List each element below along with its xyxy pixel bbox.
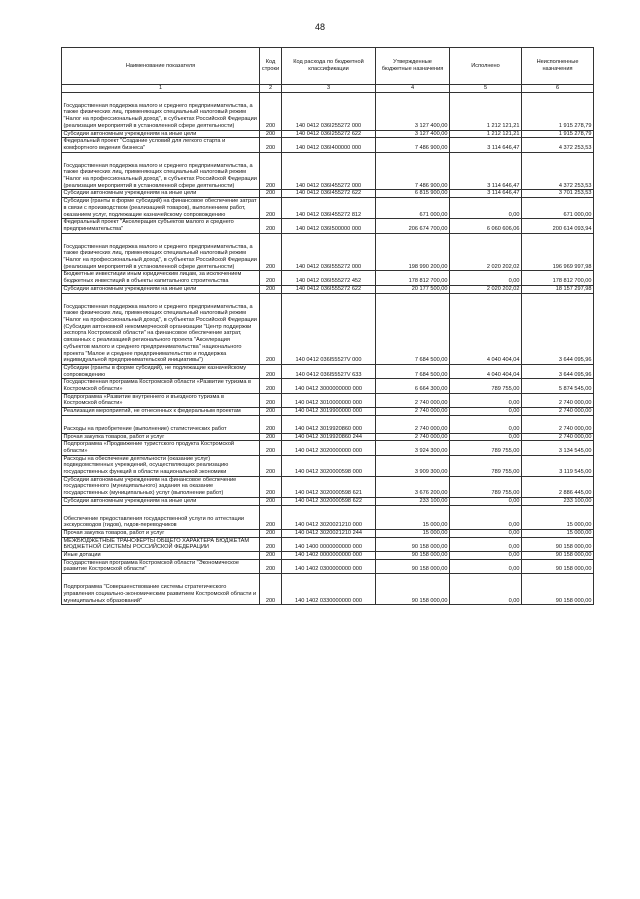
row-name: Субсидии (гранты в форме субсидий) на финансовое обеспечение затрат в связи с производством (реализацией товаров), выполнением работ, оказанием услуг, подлежащие казначейскому сопровождению [62, 198, 260, 219]
row-name-text: Государственная поддержка малого и среднего предпринимательства, а также физических лиц, применяющих специальный налоговый режим "Налог на профессиональный доход", в субъектах Российской Федерации (реализация мероприятий в установленной сфере деятельности) [63, 162, 257, 189]
row-name [62, 574, 260, 605]
row-unexecuted: 90 158 000,00 [522, 574, 594, 605]
row-approved: 2 740 000,00 [376, 433, 450, 441]
row-unexecuted: 15 000,00 [522, 529, 594, 537]
table-row [62, 233, 594, 271]
row-line-code: 200 [260, 219, 282, 233]
row-name-text: Государственная поддержка малого и среднего предпринимательства, а также физических лиц, применяющих специальный налоговый режим "Налог на профессиональный доход", в субъектах Российской Федерации (реализация мероприятий в установленной сфере деятельности) [63, 243, 257, 270]
row-spacer [64, 234, 258, 244]
row-name: Субсидии автономным учреждениям на иные цели [62, 130, 260, 138]
table-row [62, 529, 594, 537]
row-approved: 178 812 700,00 [376, 271, 450, 285]
row-executed: 789 755,00 [450, 441, 522, 455]
row-approved: 15 000,00 [376, 529, 450, 537]
row-executed: 0,00 [450, 497, 522, 505]
row-kbk: 140 0412 3020000598 000 [282, 455, 376, 476]
row-executed: 0,00 [450, 198, 522, 219]
row-line-code: 200 [260, 138, 282, 152]
row-name: Подпрограмма «Развитие внутреннего и въездного туризма в Костромской области» [62, 393, 260, 407]
row-name [62, 415, 260, 433]
row-unexecuted: 3 134 545,00 [522, 441, 594, 455]
row-name: Государственная программа Костромской области "Экономическое развитие Костромской области" [62, 559, 260, 573]
row-kbk: 140 0412 3020021210 244 [282, 529, 376, 537]
row-unexecuted: 200 614 093,94 [522, 219, 594, 233]
row-approved: 7 486 900,00 [376, 152, 450, 190]
row-unexecuted: 1 915 278,79 [522, 130, 594, 138]
header-row [62, 48, 594, 85]
row-spacer [64, 416, 258, 426]
budget-execution-table [61, 47, 594, 605]
column-number: 6 [522, 85, 594, 93]
row-name: Федеральный проект "Создание условий для легкого старта и комфортного ведения бизнеса" [62, 138, 260, 152]
row-line-code: 200 [260, 574, 282, 605]
row-kbk: 140 0412 036I555272 000 [282, 233, 376, 271]
table-row [62, 393, 594, 407]
row-line-code: 200 [260, 505, 282, 529]
row-approved: 3 924 300,00 [376, 441, 450, 455]
row-spacer [64, 294, 258, 304]
row-executed: 0,00 [450, 574, 522, 605]
row-name: Субсидии автономным учреждениям на иные цели [62, 190, 260, 198]
table-row [62, 455, 594, 476]
row-unexecuted: 671 000,00 [522, 198, 594, 219]
row-kbk: 140 0412 036I55527V 633 [282, 364, 376, 378]
row-executed: 0,00 [450, 559, 522, 573]
table-row [62, 293, 594, 364]
table-row [62, 152, 594, 190]
column-number-row [62, 85, 594, 93]
row-unexecuted: 90 158 000,00 [522, 537, 594, 551]
row-line-code: 200 [260, 497, 282, 505]
row-approved: 15 000,00 [376, 505, 450, 529]
row-name [62, 293, 260, 364]
row-line-code: 200 [260, 552, 282, 560]
row-line-code: 200 [260, 529, 282, 537]
row-name: Подпрограмма «Продвижение туристского продукта Костромской области» [62, 441, 260, 455]
row-approved: 20 177 500,00 [376, 285, 450, 293]
row-executed: 3 114 646,47 [450, 138, 522, 152]
row-kbk: 140 0412 036I555272 622 [282, 285, 376, 293]
row-unexecuted: 1 915 278,79 [522, 92, 594, 130]
row-kbk: 140 0412 3010000000 000 [282, 393, 376, 407]
row-name-text: Расходы на приобретение (выполнение) статистических работ [63, 425, 227, 432]
row-approved: 6 664 300,00 [376, 379, 450, 393]
row-executed: 0,00 [450, 415, 522, 433]
row-kbk: 140 1400 0000000000 000 [282, 537, 376, 551]
table-row [62, 505, 594, 529]
row-kbk: 140 1402 0000000000 000 [282, 552, 376, 560]
row-name [62, 505, 260, 529]
row-executed: 2 020 202,02 [450, 285, 522, 293]
row-executed: 1 212 121,21 [450, 92, 522, 130]
row-executed: 2 020 202,02 [450, 233, 522, 271]
row-executed: 0,00 [450, 408, 522, 416]
row-kbk: 140 0412 3020000598 621 [282, 476, 376, 497]
column-number: 2 [260, 85, 282, 93]
table-row [62, 574, 594, 605]
row-executed: 789 755,00 [450, 379, 522, 393]
table-row [62, 433, 594, 441]
row-line-code: 200 [260, 559, 282, 573]
row-unexecuted: 4 372 253,53 [522, 152, 594, 190]
table-row [62, 138, 594, 152]
row-approved: 198 990 200,00 [376, 233, 450, 271]
row-approved: 233 100,00 [376, 497, 450, 505]
row-line-code: 200 [260, 130, 282, 138]
row-line-code: 200 [260, 433, 282, 441]
row-approved: 3 127 400,00 [376, 92, 450, 130]
row-name [62, 233, 260, 271]
row-name: Прочая закупка товаров, работ и услуг [62, 529, 260, 537]
table-row [62, 537, 594, 551]
row-approved: 7 486 900,00 [376, 138, 450, 152]
row-kbk: 140 0412 036I500000 000 [282, 219, 376, 233]
row-executed: 0,00 [450, 537, 522, 551]
row-unexecuted: 3 701 253,53 [522, 190, 594, 198]
table-row [62, 271, 594, 285]
row-executed: 0,00 [450, 505, 522, 529]
row-kbk: 140 0412 036I455272 622 [282, 190, 376, 198]
table-row [62, 92, 594, 130]
header-unexecuted: Неисполненные назначения [522, 48, 594, 85]
row-executed: 4 040 404,04 [450, 364, 522, 378]
row-line-code: 200 [260, 408, 282, 416]
row-executed: 4 040 404,04 [450, 293, 522, 364]
row-line-code: 200 [260, 190, 282, 198]
row-approved: 2 740 000,00 [376, 415, 450, 433]
row-executed: 0,00 [450, 433, 522, 441]
row-approved: 90 158 000,00 [376, 574, 450, 605]
table-row [62, 379, 594, 393]
column-number: 1 [62, 85, 260, 93]
table-body [62, 92, 594, 605]
row-kbk: 140 0412 036I455272 000 [282, 152, 376, 190]
row-unexecuted: 196 969 997,98 [522, 233, 594, 271]
header-kbk: Код расхода по бюджетной классификации [282, 48, 376, 85]
row-unexecuted: 3 644 095,96 [522, 293, 594, 364]
row-name: Субсидии автономным учреждениям на иные цели [62, 285, 260, 293]
row-executed: 0,00 [450, 552, 522, 560]
row-kbk: 140 0412 036I55527V 000 [282, 293, 376, 364]
row-approved: 6 815 900,00 [376, 190, 450, 198]
row-line-code: 200 [260, 285, 282, 293]
row-name [62, 92, 260, 130]
header-name: Наименование показателя [62, 48, 260, 85]
table-row [62, 497, 594, 505]
row-line-code: 200 [260, 393, 282, 407]
row-name: Субсидии автономным учреждениям на финансовое обеспечение государственного (муниципального) задания на оказание государственных (муниципальных) услуг (выполнение работ) [62, 476, 260, 497]
row-unexecuted: 233 100,00 [522, 497, 594, 505]
table-row [62, 408, 594, 416]
row-approved: 3 909 300,00 [376, 455, 450, 476]
row-line-code: 200 [260, 152, 282, 190]
row-unexecuted: 2 740 000,00 [522, 433, 594, 441]
row-name: Бюджетные инвестиции иным юридическим лицам, за исключением бюджетных инвестиций в объекты капитального строительства [62, 271, 260, 285]
row-executed: 0,00 [450, 529, 522, 537]
row-line-code: 200 [260, 415, 282, 433]
row-executed: 6 060 606,06 [450, 219, 522, 233]
row-spacer [64, 574, 258, 584]
row-name: МЕЖБЮДЖЕТНЫЕ ТРАНСФЕРТЫ ОБЩЕГО ХАРАКТЕРА БЮДЖЕТАМ БЮДЖЕТНОЙ СИСТЕМЫ РОССИЙСКОЙ ФЕДЕРАЦИИ [62, 537, 260, 551]
row-approved: 206 674 700,00 [376, 219, 450, 233]
row-unexecuted: 3 119 545,00 [522, 455, 594, 476]
row-name-text: Подпрограмма "Совершенствование системы стратегического управления социально-экономическим развитием Костромской области и муниципальных образований" [63, 584, 257, 604]
table-row [62, 476, 594, 497]
column-number: 4 [376, 85, 450, 93]
row-kbk: 140 1402 0300000000 000 [282, 559, 376, 573]
row-kbk: 140 0412 036I255272 000 [282, 92, 376, 130]
row-kbk: 140 0412 3020000000 000 [282, 441, 376, 455]
row-unexecuted: 15 000,00 [522, 505, 594, 529]
row-line-code: 200 [260, 441, 282, 455]
row-name: Прочая закупка товаров, работ и услуг [62, 433, 260, 441]
row-executed: 3 114 646,47 [450, 152, 522, 190]
row-kbk: 140 0412 036I555272 452 [282, 271, 376, 285]
row-executed: 789 755,00 [450, 455, 522, 476]
row-unexecuted: 18 157 297,98 [522, 285, 594, 293]
header-executed: Исполнено [450, 48, 522, 85]
table-row [62, 190, 594, 198]
row-unexecuted: 5 874 545,00 [522, 379, 594, 393]
row-name: Федеральный проект "Акселерация субъектов малого и среднего предпринимательства" [62, 219, 260, 233]
table-row [62, 552, 594, 560]
row-unexecuted: 90 158 000,00 [522, 559, 594, 573]
row-name-text: Государственная поддержка малого и среднего предпринимательства, а также физических лиц, применяющих специальный налоговый режим "Налог на профессиональный доход", в субъектах Российской Федерации (реализация мероприятий в установленной сфере деятельности) [63, 102, 257, 129]
row-unexecuted: 4 372 253,53 [522, 138, 594, 152]
row-kbk: 140 0412 3019900000 000 [282, 408, 376, 416]
row-line-code: 200 [260, 379, 282, 393]
row-approved: 2 740 000,00 [376, 393, 450, 407]
table-row [62, 364, 594, 378]
column-number: 3 [282, 85, 376, 93]
row-line-code: 200 [260, 364, 282, 378]
row-name: Расходы на обеспечение деятельности (оказание услуг) подведомственных учреждений, осуществляющих реализацию государственных функций в области национальной экономики [62, 455, 260, 476]
row-executed: 0,00 [450, 393, 522, 407]
row-unexecuted: 178 812 700,00 [522, 271, 594, 285]
table-row [62, 219, 594, 233]
row-unexecuted: 2 740 000,00 [522, 415, 594, 433]
row-approved: 3 127 400,00 [376, 130, 450, 138]
row-unexecuted: 2 740 000,00 [522, 393, 594, 407]
row-approved: 90 158 000,00 [376, 552, 450, 560]
table-row [62, 198, 594, 219]
row-spacer [64, 506, 258, 516]
row-line-code: 200 [260, 293, 282, 364]
row-name: Субсидии (гранты в форме субсидий), не подлежащие казначейскому сопровождению [62, 364, 260, 378]
row-name-text: Государственная поддержка малого и среднего предпринимательства, а также физических лиц, применяющих специальный налоговый режим "Налог на профессиональный доход", в субъектах Российской Федерации (Субсидия автономной некоммерческой организации "Центр поддержки экспорта Костромской области" на финансовое обеспечение затрат, связанных с реализацией регионального проекта "Акселерация субъектов малого и среднего предпринимательства" национального проекта "Малое и среднее предпринимательство и поддержка индивидуальной предпринимательской инициативы") [63, 303, 257, 364]
row-name [62, 152, 260, 190]
row-kbk: 140 1402 0330000000 000 [282, 574, 376, 605]
row-name: Государственная программа Костромской области «Развитие туризма в Костромской области» [62, 379, 260, 393]
page-number: 48 [314, 22, 325, 32]
row-spacer [64, 153, 258, 163]
row-spacer [64, 93, 258, 103]
table-row [62, 130, 594, 138]
row-unexecuted: 2 886 445,00 [522, 476, 594, 497]
table-row [62, 415, 594, 433]
row-kbk: 140 0412 3000000000 000 [282, 379, 376, 393]
row-unexecuted: 3 644 095,96 [522, 364, 594, 378]
row-line-code: 200 [260, 92, 282, 130]
row-approved: 7 684 500,00 [376, 293, 450, 364]
row-approved: 90 158 000,00 [376, 559, 450, 573]
header-line-code: Код строки [260, 48, 282, 85]
row-approved: 7 684 500,00 [376, 364, 450, 378]
row-kbk: 140 0412 3020021210 000 [282, 505, 376, 529]
row-kbk: 140 0412 036I455272 812 [282, 198, 376, 219]
row-approved: 671 000,00 [376, 198, 450, 219]
row-unexecuted: 90 158 000,00 [522, 552, 594, 560]
header-approved: Утвержденные бюджетные назначения [376, 48, 450, 85]
row-line-code: 200 [260, 198, 282, 219]
row-name: Реализация мероприятий, не отнесенных к федеральным проектам [62, 408, 260, 416]
row-kbk: 140 0412 3019920860 000 [282, 415, 376, 433]
table-row [62, 285, 594, 293]
table-row [62, 441, 594, 455]
table-row [62, 559, 594, 573]
row-line-code: 200 [260, 537, 282, 551]
row-executed: 1 212 121,21 [450, 130, 522, 138]
row-executed: 3 114 646,47 [450, 190, 522, 198]
column-number: 5 [450, 85, 522, 93]
row-line-code: 200 [260, 476, 282, 497]
row-name: Иные дотации [62, 552, 260, 560]
row-line-code: 200 [260, 233, 282, 271]
row-kbk: 140 0412 3019920860 244 [282, 433, 376, 441]
row-name-text: Обеспечение предоставления государственной услуги по аттестации экскурсоводов (гидов), гидов-переводчиков [63, 515, 244, 529]
row-approved: 2 740 000,00 [376, 408, 450, 416]
row-line-code: 200 [260, 455, 282, 476]
row-kbk: 140 0412 036I400000 000 [282, 138, 376, 152]
row-approved: 90 158 000,00 [376, 537, 450, 551]
row-approved: 3 676 200,00 [376, 476, 450, 497]
row-line-code: 200 [260, 271, 282, 285]
row-unexecuted: 2 740 000,00 [522, 408, 594, 416]
row-kbk: 140 0412 3020000598 622 [282, 497, 376, 505]
row-name: Субсидии автономным учреждениям на иные цели [62, 497, 260, 505]
row-kbk: 140 0412 036I255272 622 [282, 130, 376, 138]
row-executed: 789 755,00 [450, 476, 522, 497]
row-executed: 0,00 [450, 271, 522, 285]
